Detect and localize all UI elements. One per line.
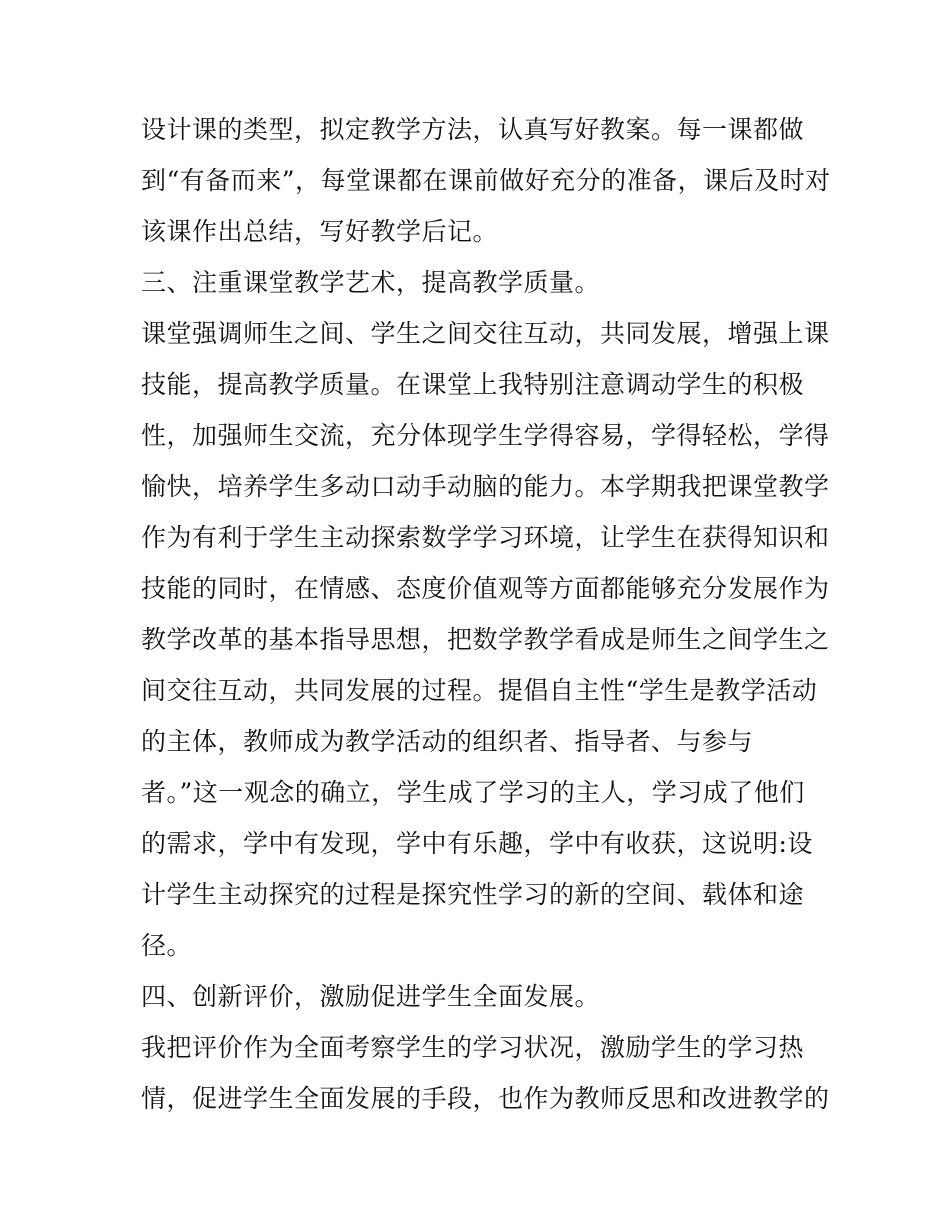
body-text-line: 教学改革的基本指导思想，把数学教学看成是师生之间学生之 [141, 625, 830, 654]
document-body [141, 104, 831, 1124]
section-heading: 四、创新评价，激励促进学生全面发展。 [141, 982, 601, 1011]
body-text-line: 设计课的类型，拟定教学方法，认真写好教案。每一课都做 [141, 115, 805, 144]
body-text-line: 技能，提高教学质量。在课堂上我特别注意调动学生的积极 [141, 370, 805, 399]
body-text-line: 的需求，学中有发现，学中有乐趣，学中有收获，这说明:设 [141, 829, 813, 858]
body-text-line: 愉快，培养学生多动口动手动脑的能力。本学期我把课堂教学 [141, 472, 830, 501]
body-text-line: 间交往互动，共同发展的过程。提倡自主性“学生是教学活动 [141, 676, 818, 705]
body-text-line: 性，加强师生交流，充分体现学生学得容易，学得轻松，学得 [141, 421, 830, 450]
body-text-line: 我把评价作为全面考察学生的学习状况，激励学生的学习热 [141, 1033, 805, 1062]
body-text-line: 者。”这一观念的确立，学生成了学习的主人，学习成了他们 [141, 778, 805, 807]
body-text-line: 课堂强调师生之间、学生之间交往互动，共同发展，增强上课 [141, 319, 830, 348]
body-text-line: 作为有利于学生主动探索数学学习环境，让学生在获得知识和 [141, 523, 830, 552]
body-text-line: 该课作出总结，写好教学后记。 [141, 217, 499, 246]
body-text-line: 径。 [141, 931, 193, 960]
body-text-line: 情，促进学生全面发展的手段，也作为教师反思和改进教学的 [141, 1084, 830, 1113]
section-heading: 三、注重课堂教学艺术，提高教学质量。 [141, 268, 601, 297]
body-text-line: 的主体，教师成为教学活动的组织者、指导者、与参与 [141, 727, 754, 756]
body-text-line: 计学生主动探究的过程是探究性学习的新的空间、载体和途 [141, 880, 805, 909]
body-text-line: 到“有备而来”，每堂课都在课前做好充分的准备，课后及时对 [141, 166, 831, 195]
body-text-line: 技能的同时，在情感、态度价值观等方面都能够充分发展作为 [141, 574, 830, 603]
